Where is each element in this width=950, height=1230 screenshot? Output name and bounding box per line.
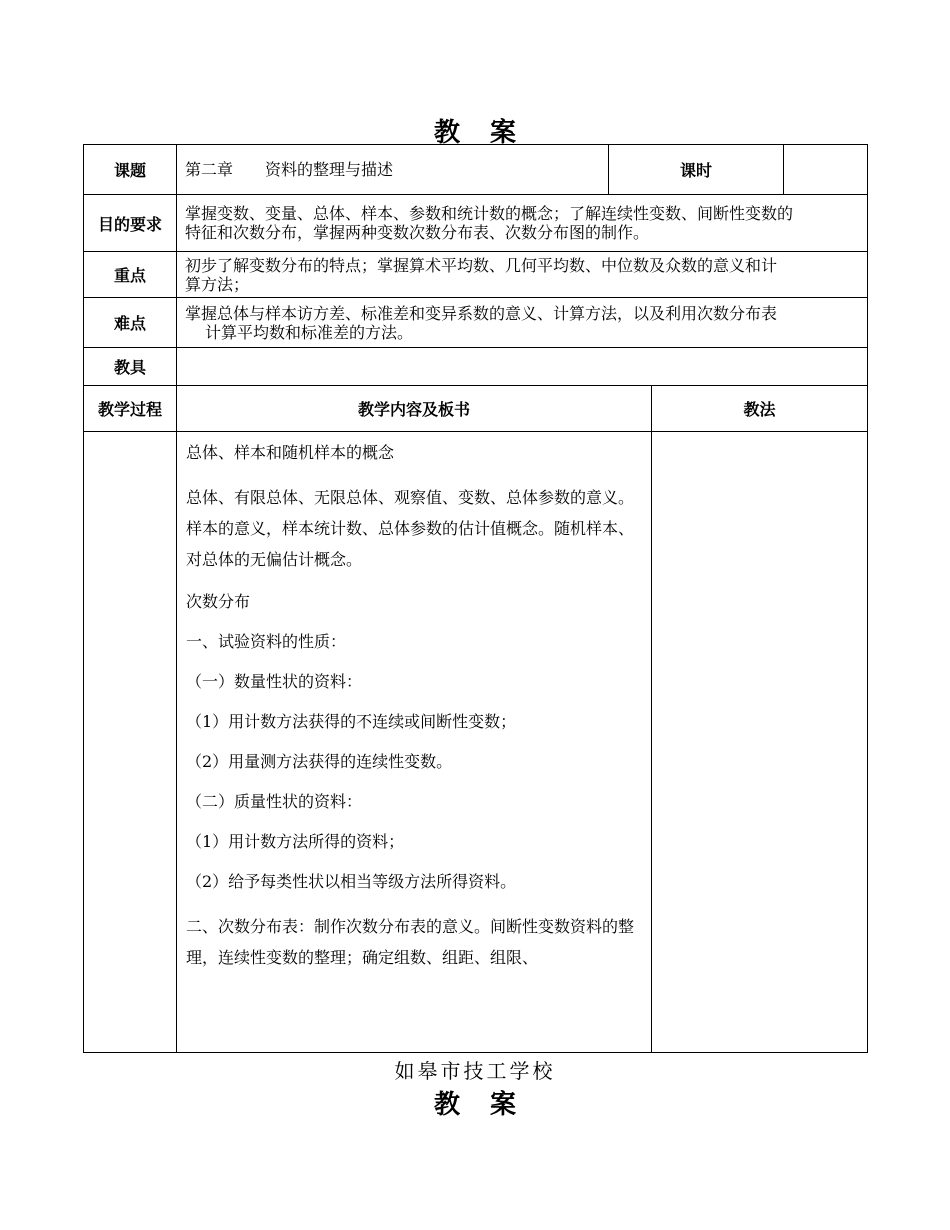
difficulties-line: 计算平均数和标准差的方法。 xyxy=(205,322,414,342)
content-paragraph: 二、次数分布表：制作次数分布表的意义。间断性变数资料的整理，连续性变数的整理；确定组数、组距、组限、 xyxy=(186,917,635,967)
difficulties-text xyxy=(177,298,868,348)
method-column-header: 教法 xyxy=(652,386,868,432)
key-points-label: 重点 xyxy=(84,252,177,298)
teaching-aids-value xyxy=(177,348,868,386)
content-paragraph: （一）数量性状的资料： xyxy=(186,672,363,691)
document-title-next-page: 教案 xyxy=(433,1090,546,1120)
content-paragraph: （2）给予每类性状以相当等级方法所得资料。 xyxy=(186,872,517,891)
difficulties-line: 掌握总体与样本访方差、标准差和变异系数的意义、计算方法，以及利用次数分布表 xyxy=(185,303,778,323)
column-header-row xyxy=(84,386,868,432)
content-paragraph: 总体、样本和随机样本的概念 xyxy=(186,443,395,462)
hours-label: 课时 xyxy=(609,145,784,195)
lesson-plan-table xyxy=(83,144,868,1053)
body-row xyxy=(84,432,868,1053)
key-points-text xyxy=(177,252,868,298)
key-points-line: 算方法； xyxy=(185,274,250,294)
teaching-aids-row xyxy=(84,348,868,386)
key-points-line: 初步了解变数分布的特点；掌握算术平均数、几何平均数、中位数及众数的意义和计 xyxy=(185,255,778,275)
difficulties-label: 难点 xyxy=(84,298,177,348)
document-title: 教案 xyxy=(433,118,546,148)
content-paragraph: 次数分布 xyxy=(186,592,251,611)
topic-value: 第二章 资料的整理与描述 xyxy=(177,145,609,195)
process-cell xyxy=(84,432,177,1053)
objectives-row xyxy=(84,195,868,252)
objectives-line: 特征和次数分布，掌握两种变数次数分布表、次数分布图的制作。 xyxy=(185,223,650,242)
content-paragraph: 一、试验资料的性质： xyxy=(186,632,347,651)
difficulties-row xyxy=(84,298,868,348)
content-paragraph: （1）用计数方法所得的资料； xyxy=(186,832,405,851)
topic-row xyxy=(84,145,868,195)
hours-value xyxy=(784,145,868,195)
process-column-header: 教学过程 xyxy=(84,386,177,432)
objectives-label: 目的要求 xyxy=(84,195,177,252)
content-paragraph: （2）用量测方法获得的连续性变数。 xyxy=(186,752,453,771)
content-paragraph: 总体、有限总体、无限总体、观察值、变数、总体参数的意义。样本的意义，样本统计数、总体参数的估计值概念。随机样本、对总体的无偏估计概念。 xyxy=(186,488,635,569)
objectives-text xyxy=(177,195,868,252)
school-name: 如皋市技工学校 xyxy=(394,1059,556,1083)
teaching-aids-label: 教具 xyxy=(84,348,177,386)
content-paragraph: （1）用计数方法获得的不连续或间断性变数； xyxy=(186,712,517,731)
objectives-line: 掌握变数、变量、总体、样本、参数和统计数的概念；了解连续性变数、间断性变数的 xyxy=(185,204,794,223)
key-points-row xyxy=(84,252,868,298)
content-column-header: 教学内容及板书 xyxy=(177,386,652,432)
topic-label: 课题 xyxy=(84,145,177,195)
content-paragraph: （二）质量性状的资料： xyxy=(186,792,363,811)
method-cell xyxy=(652,432,868,1053)
content-cell xyxy=(177,432,652,1053)
